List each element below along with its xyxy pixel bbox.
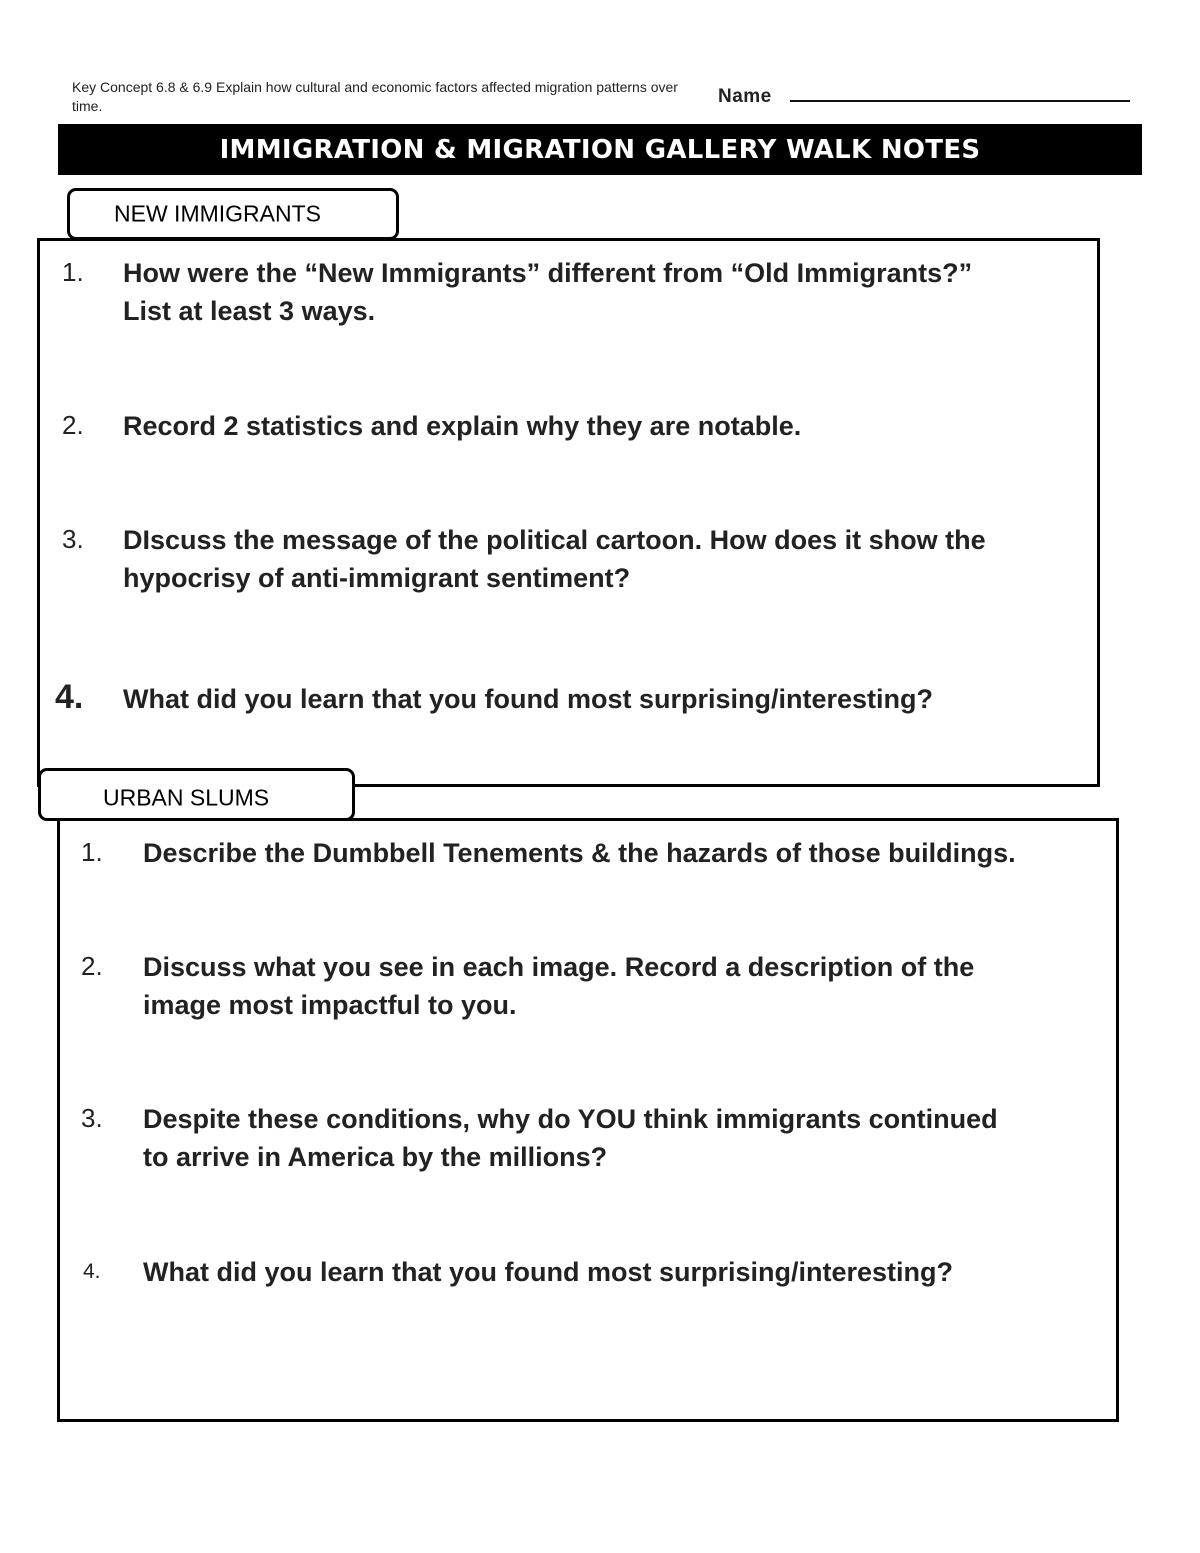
question-text-cont: hypocrisy of anti-immigrant sentiment? — [123, 563, 631, 593]
section-label-text: URBAN SLUMS — [103, 784, 270, 811]
question-number: 3. — [62, 524, 84, 554]
question-text: What did you learn that you found most surprising/interesting? — [123, 684, 934, 714]
section-label-text: NEW IMMIGRANTS — [114, 200, 321, 227]
question-text: Record 2 statistics and explain why they are notable. — [123, 411, 802, 441]
question-text-cont: image most impactful to you. — [143, 990, 517, 1020]
section-label-urban-slums — [38, 768, 355, 821]
name-label: Name — [718, 86, 772, 107]
question-number: 3. — [81, 1103, 103, 1133]
question-number: 1. — [81, 837, 103, 867]
question-number: 2. — [62, 410, 84, 440]
page-title: IMMIGRATION & MIGRATION GALLERY WALK NOTES — [58, 124, 1142, 175]
question-text-cont: List at least 3 ways. — [123, 296, 376, 326]
urban-slums-answer-box[interactable] — [57, 818, 1119, 1422]
question-text: Describe the Dumbbell Tenements & the hazards of those buildings. — [143, 838, 1016, 868]
section-label-new-immigrants — [67, 188, 399, 240]
question-text: What did you learn that you found most surprising/interesting? — [143, 1257, 954, 1287]
question-text-cont: to arrive in America by the millions? — [143, 1142, 608, 1172]
key-concept-text: Key Concept 6.8 & 6.9 Explain how cultural and economic factors affected migration patterns over time. — [72, 79, 678, 114]
new-immigrants-answer-box[interactable] — [37, 238, 1100, 787]
name-field[interactable] — [790, 100, 1130, 102]
question-text: DIscuss the message of the political cartoon. How does it show the — [123, 525, 986, 555]
question-text: How were the “New Immigrants” different from “Old Immigrants?” — [123, 258, 973, 288]
question-number: 4. — [83, 1260, 101, 1283]
question-text: Discuss what you see in each image. Record a description of the — [143, 952, 975, 982]
question-text: Despite these conditions, why do YOU think immigrants continued — [143, 1104, 998, 1134]
question-number: 2. — [81, 951, 103, 981]
question-number: 1. — [62, 257, 84, 287]
question-number: 4. — [55, 678, 84, 716]
